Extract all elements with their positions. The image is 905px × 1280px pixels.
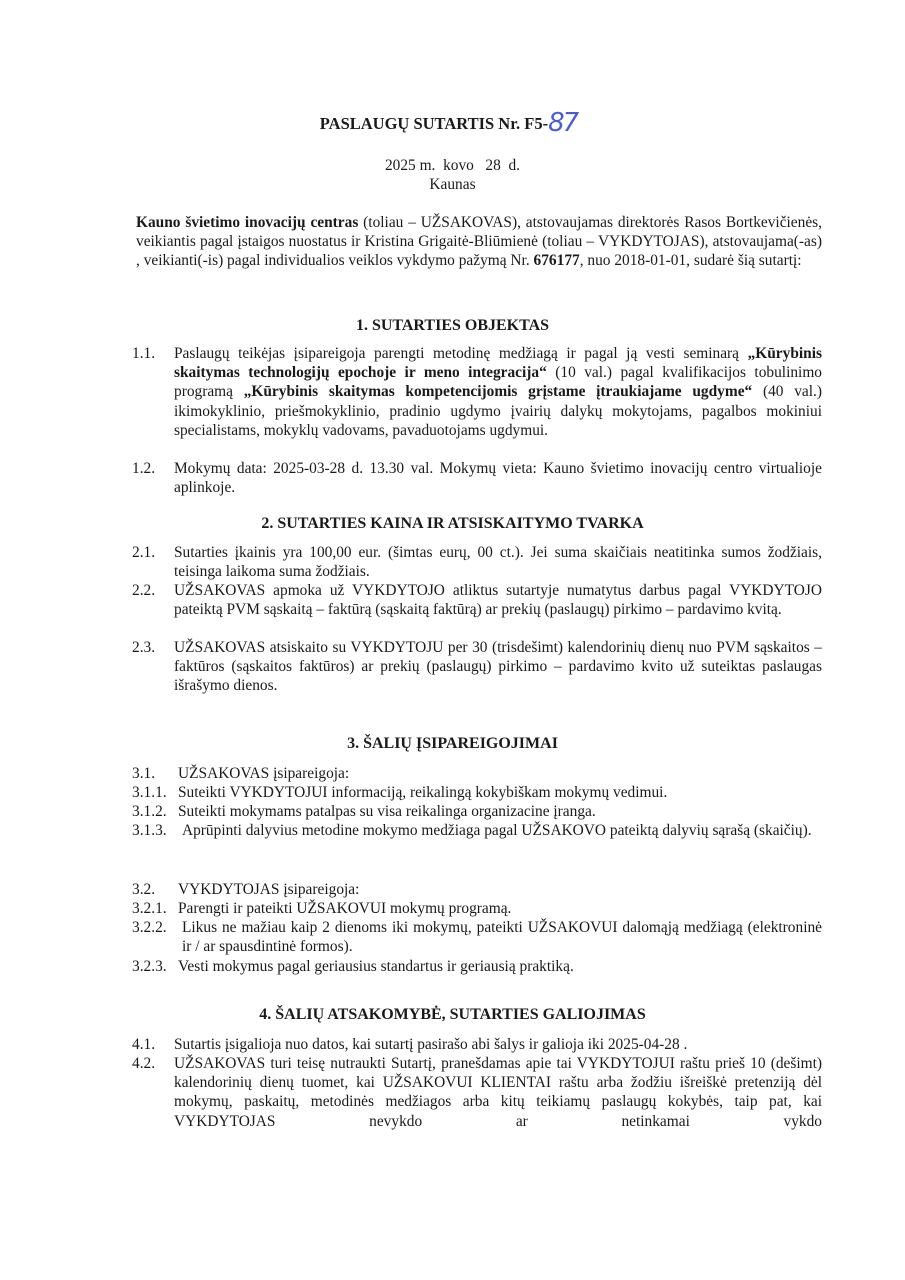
program-title: „Kūrybinis skaitymas kompetencijomis grįstame įtraukiajame ugdyme“ (243, 383, 753, 401)
contract-date: 2025 m. kovo 28 d. (384, 157, 521, 174)
clause-3-2 (132, 880, 822, 899)
contract-city: Kaunas (429, 176, 476, 193)
clause-3-1 (132, 764, 822, 783)
clause-number: 2.1. (132, 544, 156, 561)
clause-text: Parengti ir pateikti UŽSAKOVUI mokymų programą. (178, 900, 512, 917)
intro-text: (toliau – UŽSAKOVAS), atstovaujamas direktorės Rasos Bortkevičienės, veikiantis pagal įstaigos nuostatus ir Kristina Grigaitė-Bliūmienė (toliau – VYKDYTOJAS), atstovaujama(-as) , veikianti(-is) pagal individualios veiklos vykdymo pažymą Nr. (136, 214, 822, 270)
clause-number: 3.1.1. (132, 784, 167, 801)
clause-text: Paslaugų teikėjas įsipareigoja parengti metodinę medžiagą ir pagal ją vesti seminarą „Kūrybinis skaitymas technologijų epochoje ir meno integracija“ (10 val.) pagal kvalifikacijos tobulinimo programą „Kūrybinis skaitymas kompetencijomis grįstame įtraukiajame ugdyme“ (40 val.) ikimokyklinio, priešmokyklinio, pradinio ugdymo įvairių dalykų mokytojams, pagalbos mokiniui specialistams, mokyklų vadovams, pavaduotojams ugdymui. (174, 345, 822, 439)
clause-text: UŽSAKOVAS atsiskaito su VYKDYTOJU per 30 (trisdešimt) kalendorinių dienų nuo PVM sąskaitos – faktūros (sąskaitos faktūros) ar prekių (paslaugų) pirkimo – pardavimo kvito už suteiktas paslaugas išrašymo dienos. (174, 639, 822, 695)
clause-text: UŽSAKOVAS apmoka už VYKDYTOJO atliktus sutartyje numatytus darbus pagal VYKDYTOJO pateiktą PVM sąskaitą – faktūrą (sąskaitą faktūrą) ar prekių (paslaugų) pirkimo – pardavimo kvitą. (174, 582, 822, 619)
clause-number: 2.2. (132, 582, 156, 599)
clause-number: 3.1.2. (132, 803, 167, 820)
certificate-number: 676177 (533, 252, 580, 270)
clause-3-1-3 (132, 821, 822, 840)
section-heading-1: 1. SUTARTIES OBJEKTAS (355, 317, 550, 334)
clause-number: 3.1.3. (132, 822, 167, 839)
clause-text: Suteikti VYKDYTOJUI informaciją, reikalingą kokybiškam mokymų vedimui. (178, 784, 668, 801)
clause-text: Sutarties įkainis yra 100,00 eur. (šimtas eurų, 00 ct.). Jei suma skaičiais neatitinka sumos žodžiais, teisinga laikoma suma žodžiais. (174, 544, 822, 581)
handwritten-contract-number: 87 (548, 108, 578, 138)
clause-number: 3.2.2. (132, 919, 167, 936)
clause-number: 1.2. (132, 460, 156, 477)
intro-text-end: , nuo 2018-01-01, sudarė šią sutartį: (579, 252, 802, 270)
clause-3-1-1 (132, 783, 822, 802)
clause-text: VYKDYTOJAS įsipareigoja: (178, 881, 360, 898)
clause-text: Mokymų data: 2025-03-28 d. 13.30 val. Mokymų vieta: Kauno švietimo inovacijų centro virtualioje aplinkoje. (174, 460, 822, 497)
section-heading-2: 2. SUTARTIES KAINA IR ATSISKAITYMO TVARKA (261, 515, 644, 532)
clause-3-2-3 (132, 957, 822, 976)
contract-title (0, 108, 905, 138)
clause-text: Suteikti mokymams patalpas su visa reikalinga organizacine įranga. (178, 803, 596, 820)
clause-1-2 (132, 459, 822, 497)
clause-3-2-2 (132, 918, 822, 956)
clause-number: 3.1. (132, 765, 156, 782)
section-heading-4: 4. ŠALIŲ ATSAKOMYBĖ, SUTARTIES GALIOJIMAS (259, 1006, 646, 1023)
clause-number: 3.2.3. (132, 958, 167, 975)
clause-4-2 (132, 1054, 822, 1131)
clause-text: Vesti mokymus pagal geriausius standartus ir geriausią praktiką. (178, 958, 574, 975)
section-heading-3: 3. ŠALIŲ ĮSIPAREIGOJIMAI (347, 735, 558, 752)
clause-number: 3.2. (132, 881, 156, 898)
client-name: Kauno švietimo inovacijų centras (136, 214, 359, 231)
contract-title-text: PASLAUGŲ SUTARTIS Nr. F5- (319, 114, 549, 133)
seminar-title: „Kūrybinis skaitymas technologijų epochoje ir meno integracija“ (174, 345, 822, 382)
clause-text: Likus ne mažiau kaip 2 dienoms iki mokymų, pateikti UŽSAKOVUI dalomąją medžiagą (elektroninė ir / ar spausdintinė formos). (182, 919, 822, 956)
clause-text: UŽSAKOVAS įsipareigoja: (178, 765, 350, 782)
clause-2-2 (132, 581, 822, 619)
clause-2-1 (132, 543, 822, 581)
clause-3-2-1 (132, 899, 822, 918)
parties-intro (136, 213, 822, 271)
clause-3-1-2 (132, 802, 822, 821)
clause-text: UŽSAKOVAS turi teisę nutraukti Sutartį, pranešdamas apie tai VYKDYTOJUI raštu prieš 10 (dešimt) kalendorinių dienų tuomet, kai UŽSAKOVUI KLIENTAI raštu arba žodžiu išreiškė pretenziją dėl mokymų, paskaitų, metodinės medžiagos arba kitų teikiamų paslaugų kokybės, taip pat, kai VYKDYTOJAS nevykdo ar netinkamai vykdo (174, 1055, 822, 1130)
clause-number: 4.1. (132, 1036, 156, 1053)
clause-number: 1.1. (132, 345, 156, 362)
clause-2-3 (132, 638, 822, 696)
clause-4-1 (132, 1035, 822, 1054)
clause-text: Sutartis įsigalioja nuo datos, kai sutartį pasirašo abi šalys ir galioja iki 2025-04-28 . (174, 1036, 688, 1053)
clause-number: 3.2.1. (132, 900, 167, 917)
clause-1-1 (132, 344, 822, 440)
clause-number: 4.2. (132, 1055, 156, 1072)
clause-number: 2.3. (132, 639, 156, 656)
clause-text: Aprūpinti dalyvius metodine mokymo medžiaga pagal UŽSAKOVO pateiktą dalyvių sąrašą (skaičių). (182, 822, 812, 839)
